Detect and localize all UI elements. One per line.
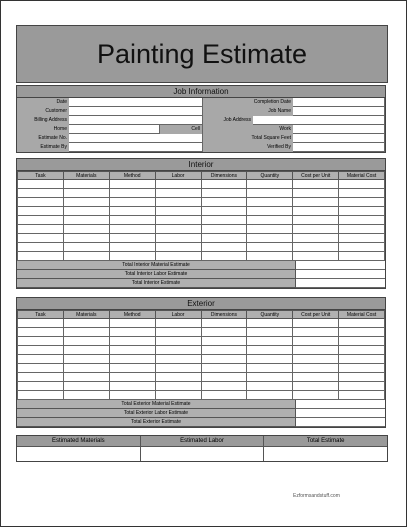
- table-cell[interactable]: [293, 346, 339, 355]
- table-cell[interactable]: [155, 328, 201, 337]
- table-cell[interactable]: [201, 207, 247, 216]
- table-cell[interactable]: [339, 355, 385, 364]
- table-cell[interactable]: [155, 373, 201, 382]
- table-cell[interactable]: [339, 225, 385, 234]
- table-cell[interactable]: [293, 364, 339, 373]
- table-cell[interactable]: [201, 180, 247, 189]
- table-row: [18, 391, 385, 400]
- table-cell[interactable]: [155, 198, 201, 207]
- table-cell[interactable]: [339, 198, 385, 207]
- field-input[interactable]: [293, 143, 385, 152]
- table-row: [18, 355, 385, 364]
- summary-input[interactable]: [141, 447, 264, 461]
- table-cell[interactable]: [293, 337, 339, 346]
- field-row: [203, 143, 385, 152]
- table-row: [18, 252, 385, 261]
- field-label: Job Address: [203, 116, 253, 125]
- table-cell[interactable]: [155, 319, 201, 328]
- exterior-table: [17, 310, 385, 400]
- field-row: [17, 107, 203, 116]
- table-cell[interactable]: [247, 189, 293, 198]
- brand-footer: Ezformsandstuff.com: [293, 493, 340, 499]
- column-header: Method: [109, 172, 155, 180]
- table-cell[interactable]: [339, 328, 385, 337]
- table-cell[interactable]: [339, 364, 385, 373]
- table-cell[interactable]: [109, 373, 155, 382]
- exterior-header: Exterior: [17, 298, 385, 310]
- table-cell[interactable]: [247, 337, 293, 346]
- table-cell[interactable]: [247, 328, 293, 337]
- table-cell[interactable]: [18, 189, 64, 198]
- table-cell[interactable]: [293, 243, 339, 252]
- summary-input[interactable]: [264, 447, 387, 461]
- table-cell[interactable]: [293, 328, 339, 337]
- table-cell[interactable]: [18, 243, 64, 252]
- table-row: [18, 207, 385, 216]
- table-cell[interactable]: [18, 225, 64, 234]
- table-cell[interactable]: [155, 337, 201, 346]
- table-cell[interactable]: [109, 225, 155, 234]
- summary-value[interactable]: [296, 409, 385, 418]
- table-cell[interactable]: [293, 180, 339, 189]
- table-cell[interactable]: [18, 373, 64, 382]
- field-row: [203, 125, 385, 134]
- field-row: [17, 143, 203, 152]
- summary-header: Estimated Materials: [17, 436, 140, 447]
- table-cell[interactable]: [155, 382, 201, 391]
- column-header: Material Cost: [339, 311, 385, 319]
- table-cell[interactable]: [109, 243, 155, 252]
- table-cell[interactable]: [293, 234, 339, 243]
- table-cell[interactable]: [247, 225, 293, 234]
- table-cell[interactable]: [18, 337, 64, 346]
- table-cell[interactable]: [155, 364, 201, 373]
- field-row: [17, 134, 203, 143]
- table-cell[interactable]: [247, 373, 293, 382]
- table-cell[interactable]: [155, 391, 201, 400]
- table-cell[interactable]: [109, 337, 155, 346]
- table-cell[interactable]: [109, 234, 155, 243]
- field-input[interactable]: [293, 98, 385, 107]
- table-cell[interactable]: [293, 207, 339, 216]
- field-label: Estimate By: [17, 143, 69, 152]
- summary-header: Total Estimate: [264, 436, 387, 447]
- summary-value[interactable]: [296, 400, 385, 409]
- table-cell[interactable]: [109, 207, 155, 216]
- summary-row: [17, 270, 385, 279]
- table-cell[interactable]: [63, 216, 109, 225]
- table-cell[interactable]: [18, 346, 64, 355]
- table-cell[interactable]: [155, 234, 201, 243]
- table-cell[interactable]: [155, 180, 201, 189]
- column-header: Labor: [155, 311, 201, 319]
- table-cell[interactable]: [155, 216, 201, 225]
- table-cell[interactable]: [201, 391, 247, 400]
- table-cell[interactable]: [18, 355, 64, 364]
- summary-cell: [264, 436, 387, 461]
- table-cell[interactable]: [63, 328, 109, 337]
- table-cell[interactable]: [109, 346, 155, 355]
- table-cell[interactable]: [201, 225, 247, 234]
- column-header: Materials: [63, 311, 109, 319]
- table-cell[interactable]: [18, 198, 64, 207]
- table-cell[interactable]: [63, 319, 109, 328]
- table-cell[interactable]: [18, 216, 64, 225]
- table-cell[interactable]: [155, 346, 201, 355]
- table-cell[interactable]: [339, 382, 385, 391]
- summary-label: Total Interior Material Estimate: [17, 261, 296, 270]
- table-cell[interactable]: [293, 355, 339, 364]
- table-cell[interactable]: [247, 252, 293, 261]
- table-cell[interactable]: [63, 252, 109, 261]
- table-cell[interactable]: [339, 337, 385, 346]
- table-row: [18, 319, 385, 328]
- summary-value[interactable]: [296, 418, 385, 427]
- table-cell[interactable]: [18, 180, 64, 189]
- job-right-column: [203, 98, 385, 152]
- summary-label: Total Exterior Estimate: [17, 418, 296, 427]
- table-cell[interactable]: [109, 216, 155, 225]
- table-cell[interactable]: [247, 346, 293, 355]
- table-cell[interactable]: [247, 319, 293, 328]
- field-row: [203, 107, 385, 116]
- job-information-header: Job Information: [17, 86, 385, 98]
- table-cell[interactable]: [155, 189, 201, 198]
- table-cell[interactable]: [247, 364, 293, 373]
- summary-input[interactable]: [17, 447, 140, 461]
- table-cell[interactable]: [63, 225, 109, 234]
- table-row: [18, 243, 385, 252]
- table-cell[interactable]: [201, 234, 247, 243]
- field-label: Total Square Feet: [203, 134, 293, 143]
- summary-row: [17, 409, 385, 418]
- column-header: Labor: [155, 172, 201, 180]
- table-row: [18, 180, 385, 189]
- field-input[interactable]: [293, 125, 385, 134]
- table-cell[interactable]: [18, 207, 64, 216]
- table-cell[interactable]: [63, 234, 109, 243]
- table-cell[interactable]: [293, 225, 339, 234]
- table-cell[interactable]: [63, 337, 109, 346]
- table-cell[interactable]: [339, 391, 385, 400]
- summary-footer: [16, 435, 388, 462]
- table-cell[interactable]: [247, 216, 293, 225]
- table-cell[interactable]: [201, 346, 247, 355]
- field-input[interactable]: [69, 116, 203, 125]
- field-row: [17, 116, 203, 125]
- field-label: Completion Date: [203, 98, 293, 107]
- table-cell[interactable]: [293, 189, 339, 198]
- field-input[interactable]: [69, 125, 160, 134]
- column-header: Quantity: [247, 311, 293, 319]
- table-cell[interactable]: [109, 180, 155, 189]
- summary-row: [17, 418, 385, 427]
- table-cell[interactable]: [201, 337, 247, 346]
- table-cell[interactable]: [201, 355, 247, 364]
- field-row: [203, 116, 385, 125]
- table-cell[interactable]: [339, 243, 385, 252]
- table-cell[interactable]: [18, 234, 64, 243]
- job-left-column: [17, 98, 203, 152]
- table-cell[interactable]: [63, 180, 109, 189]
- column-header: Material Cost: [339, 172, 385, 180]
- table-cell[interactable]: [339, 346, 385, 355]
- table-cell[interactable]: [201, 319, 247, 328]
- table-cell[interactable]: [155, 355, 201, 364]
- summary-label: Total Interior Estimate: [17, 279, 296, 288]
- table-cell[interactable]: [109, 364, 155, 373]
- table-cell[interactable]: [109, 382, 155, 391]
- field-label: Cell: [160, 125, 202, 134]
- table-cell[interactable]: [155, 207, 201, 216]
- column-header: Method: [109, 311, 155, 319]
- table-cell[interactable]: [63, 198, 109, 207]
- table-row: [18, 382, 385, 391]
- table-cell[interactable]: [155, 225, 201, 234]
- table-cell[interactable]: [201, 216, 247, 225]
- field-input[interactable]: [69, 98, 203, 107]
- column-header: Cost per Unit: [293, 172, 339, 180]
- table-row: [18, 216, 385, 225]
- table-cell[interactable]: [247, 198, 293, 207]
- table-cell[interactable]: [63, 373, 109, 382]
- table-cell[interactable]: [339, 189, 385, 198]
- table-cell[interactable]: [339, 216, 385, 225]
- exterior-section: [16, 297, 386, 428]
- table-cell[interactable]: [201, 189, 247, 198]
- summary-value[interactable]: [296, 261, 385, 270]
- table-header-row: [18, 311, 385, 319]
- column-header: Dimensions: [201, 311, 247, 319]
- table-cell[interactable]: [155, 252, 201, 261]
- field-label: Job Name: [203, 107, 293, 116]
- table-cell[interactable]: [109, 328, 155, 337]
- field-label: Billing Address: [17, 116, 69, 125]
- table-cell[interactable]: [18, 328, 64, 337]
- field-input[interactable]: [293, 134, 385, 143]
- summary-row: [17, 261, 385, 270]
- table-cell[interactable]: [339, 180, 385, 189]
- table-cell[interactable]: [201, 198, 247, 207]
- field-label: Home: [17, 125, 69, 134]
- table-cell[interactable]: [155, 243, 201, 252]
- table-cell[interactable]: [339, 252, 385, 261]
- field-row: [203, 98, 385, 107]
- table-cell[interactable]: [109, 252, 155, 261]
- table-cell[interactable]: [63, 189, 109, 198]
- field-label: Work: [203, 125, 293, 134]
- summary-label: Total Exterior Labor Estimate: [17, 409, 296, 418]
- summary-cell: [141, 436, 265, 461]
- summary-row: [17, 400, 385, 409]
- table-row: [18, 364, 385, 373]
- table-cell[interactable]: [63, 364, 109, 373]
- table-row: [18, 225, 385, 234]
- table-cell[interactable]: [18, 382, 64, 391]
- summary-value[interactable]: [296, 279, 385, 288]
- table-cell[interactable]: [247, 355, 293, 364]
- table-cell[interactable]: [339, 319, 385, 328]
- column-header: Materials: [63, 172, 109, 180]
- field-row: [17, 125, 203, 134]
- table-cell[interactable]: [109, 355, 155, 364]
- interior-section: [16, 158, 386, 289]
- field-row: [203, 134, 385, 143]
- summary-row: [17, 279, 385, 288]
- table-cell[interactable]: [109, 198, 155, 207]
- table-cell[interactable]: [247, 234, 293, 243]
- table-cell[interactable]: [63, 207, 109, 216]
- table-cell[interactable]: [293, 391, 339, 400]
- field-label: Verified By: [203, 143, 293, 152]
- table-cell[interactable]: [63, 391, 109, 400]
- column-header: Task: [18, 172, 64, 180]
- table-row: [18, 346, 385, 355]
- table-cell[interactable]: [293, 373, 339, 382]
- field-input[interactable]: [293, 107, 385, 116]
- field-label: Customer: [17, 107, 69, 116]
- field-label: Estimate No.: [17, 134, 69, 143]
- column-header: Dimensions: [201, 172, 247, 180]
- table-cell[interactable]: [339, 234, 385, 243]
- table-cell[interactable]: [63, 243, 109, 252]
- column-header: Cost per Unit: [293, 311, 339, 319]
- table-cell[interactable]: [247, 243, 293, 252]
- table-cell[interactable]: [18, 319, 64, 328]
- job-information-section: [16, 85, 386, 153]
- summary-cell: [17, 436, 141, 461]
- table-cell[interactable]: [247, 207, 293, 216]
- table-cell[interactable]: [109, 391, 155, 400]
- table-cell[interactable]: [18, 364, 64, 373]
- table-cell[interactable]: [293, 216, 339, 225]
- table-row: [18, 337, 385, 346]
- table-cell[interactable]: [339, 207, 385, 216]
- table-cell[interactable]: [339, 373, 385, 382]
- summary-label: Total Exterior Material Estimate: [17, 400, 296, 409]
- table-cell[interactable]: [18, 252, 64, 261]
- form-title: Painting Estimate: [16, 25, 388, 83]
- table-cell[interactable]: [247, 391, 293, 400]
- summary-header: Estimated Labor: [141, 436, 264, 447]
- table-cell[interactable]: [293, 252, 339, 261]
- field-input[interactable]: [253, 116, 385, 125]
- table-cell[interactable]: [63, 355, 109, 364]
- field-input[interactable]: [69, 107, 203, 116]
- table-header-row: [18, 172, 385, 180]
- table-cell[interactable]: [109, 189, 155, 198]
- table-row: [18, 328, 385, 337]
- table-row: [18, 373, 385, 382]
- interior-header: Interior: [17, 159, 385, 171]
- table-cell[interactable]: [201, 328, 247, 337]
- table-cell[interactable]: [293, 198, 339, 207]
- table-row: [18, 198, 385, 207]
- field-row: [17, 98, 203, 107]
- table-row: [18, 189, 385, 198]
- table-cell[interactable]: [201, 364, 247, 373]
- interior-table: [17, 171, 385, 261]
- field-input[interactable]: [69, 134, 203, 143]
- table-cell[interactable]: [63, 382, 109, 391]
- table-cell[interactable]: [247, 382, 293, 391]
- summary-label: Total Interior Labor Estimate: [17, 270, 296, 279]
- table-cell[interactable]: [201, 373, 247, 382]
- table-cell[interactable]: [201, 382, 247, 391]
- table-cell[interactable]: [18, 391, 64, 400]
- table-cell[interactable]: [63, 346, 109, 355]
- column-header: Task: [18, 311, 64, 319]
- table-cell[interactable]: [293, 319, 339, 328]
- table-cell[interactable]: [201, 252, 247, 261]
- summary-value[interactable]: [296, 270, 385, 279]
- table-row: [18, 234, 385, 243]
- field-input[interactable]: [69, 143, 203, 152]
- table-cell[interactable]: [247, 180, 293, 189]
- field-label: Date: [17, 98, 69, 107]
- column-header: Quantity: [247, 172, 293, 180]
- table-cell[interactable]: [109, 319, 155, 328]
- table-cell[interactable]: [293, 382, 339, 391]
- table-cell[interactable]: [201, 243, 247, 252]
